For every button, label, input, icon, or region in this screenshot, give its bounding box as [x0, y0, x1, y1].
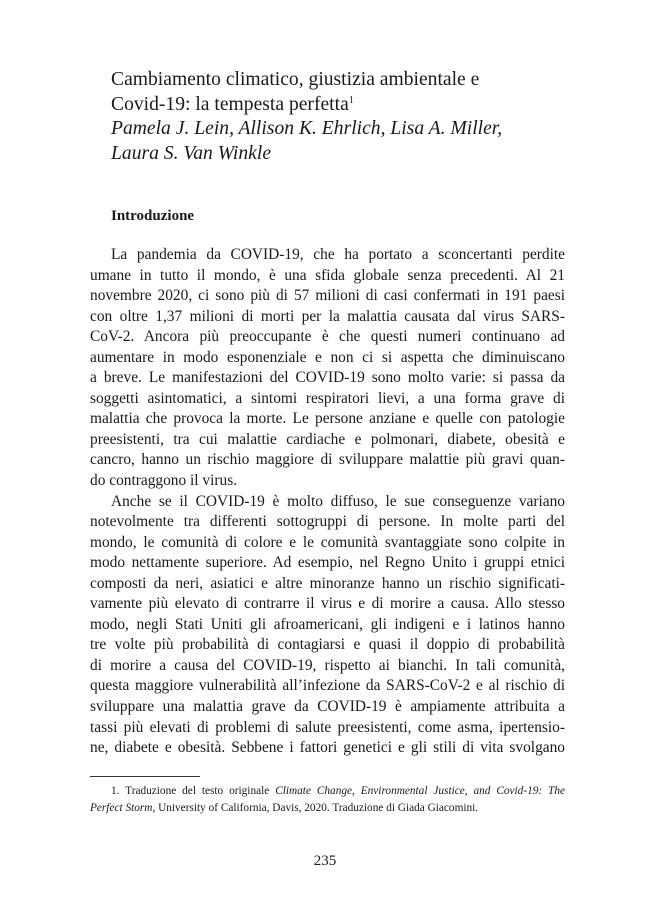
body-line: notevolmente tra differenti sottogruppi di persone. In molte parti del — [90, 513, 565, 531]
chapter-title-line-2-text: Covid-19: la tempesta perfetta — [111, 93, 349, 115]
body-line: questa maggiore vulnerabilità all’infezione da SARS-CoV-2 e al rischio di — [90, 677, 565, 695]
footnote-line-1 — [90, 783, 565, 800]
footnote-source-title: Climate Change, Environmental Justice, and Covid-19: The — [275, 785, 565, 797]
footnote — [90, 783, 565, 817]
footnote-divider — [90, 776, 200, 777]
body-line: preesistenti, tra cui malattie cardiache e polmonari, diabete, obesità e — [90, 430, 565, 448]
body-line: sviluppare una malattia grave da COVID-19 è ampiamente attribuita a — [90, 698, 565, 716]
body-line: tre volte più probabilità di contagiarsi e quasi il doppio di probabilità — [90, 636, 565, 654]
authors-line-1: Pamela J. Lein, Allison K. Ehrlich, Lisa A. Miller, — [111, 118, 503, 139]
chapter-title-line-1: Cambiamento climatico, giustizia ambientale e — [111, 69, 480, 90]
body-line: La pandemia da COVID-19, che ha portato a sconcertanti perdite — [111, 246, 565, 263]
body-line: a breve. Le manifestazioni del COVID-19 sono molto varie: si passa da — [90, 369, 565, 387]
body-line: CoV-2. Ancora più preoccupante è che questi numeri continuano ad — [90, 328, 565, 346]
body-line: cancro, hanno un rischio maggiore di sviluppare malattie più gravi quan- — [90, 451, 565, 469]
body-text — [90, 245, 565, 759]
body-line: malattia che provoca la morte. Le persone anziane e quelle con patologie — [90, 410, 565, 428]
footnote-number: 1. — [111, 785, 120, 797]
footnote-reference[interactable]: 1 — [348, 94, 354, 106]
body-line: modo nettamente superiore. Ad esempio, nel Regno Unito i gruppi etnici — [90, 554, 565, 572]
body-line: composti da neri, asiatici e altre minoranze hanno un rischio significati- — [90, 574, 565, 592]
footnote-line-2 — [90, 800, 565, 817]
body-line: tassi più elevati di problemi di salute preesistenti, come asma, ipertensio- — [90, 718, 565, 736]
body-line: Anche se il COVID-19 è molto diffuso, le sue conseguenze variano — [111, 492, 565, 510]
footnote-source-title-cont: Perfect Storm — [90, 802, 153, 814]
body-line: mondo, le comunità di colore e le comunità svantaggiate sono colpite in — [90, 533, 565, 551]
body-line: aumentare in modo esponenziale e non ci si aspetta che diminuiscano — [90, 348, 565, 366]
body-line: umane in tutto il mondo, è una sfida globale senza precedenti. Al 21 — [90, 266, 565, 284]
body-line: di morire a causa del COVID-19, rispetto ai bianchi. In tali comunità, — [90, 656, 565, 674]
authors-line-2: Laura S. Van Winkle — [111, 142, 272, 164]
chapter-title-line-2 — [111, 93, 571, 118]
body-line: vamente più elevato di contrarre il virus e di morire a causa. Allo stesso — [90, 595, 565, 613]
body-line: novembre 2020, ci sono più di 57 milioni di casi confermati in 191 paesi — [90, 287, 565, 305]
body-line: con oltre 1,37 milioni di morti per la malattia causata dal virus SARS- — [90, 307, 565, 325]
body-line: soggetti asintomatici, a sintomi respiratori lievi, a una forma grave di — [90, 389, 565, 407]
section-heading: Introduzione — [111, 208, 195, 224]
body-line: ne, diabete e obesità. Sebbene i fattori genetici e gli stili di vita svolgano — [90, 739, 565, 757]
chapter-title-block — [111, 68, 571, 166]
body-line: do contraggono il virus. — [90, 472, 238, 490]
body-line: modo, negli Stati Uniti gli afroamericani, gli indigeni e i latinos hanno — [90, 615, 565, 633]
footnote-text: Traduzione del testo originale — [125, 785, 270, 797]
page-number: 235 — [313, 853, 337, 869]
footnote-publication: , University of California, Davis, 2020. Traduzione di Giada Giacomini. — [152, 802, 479, 814]
